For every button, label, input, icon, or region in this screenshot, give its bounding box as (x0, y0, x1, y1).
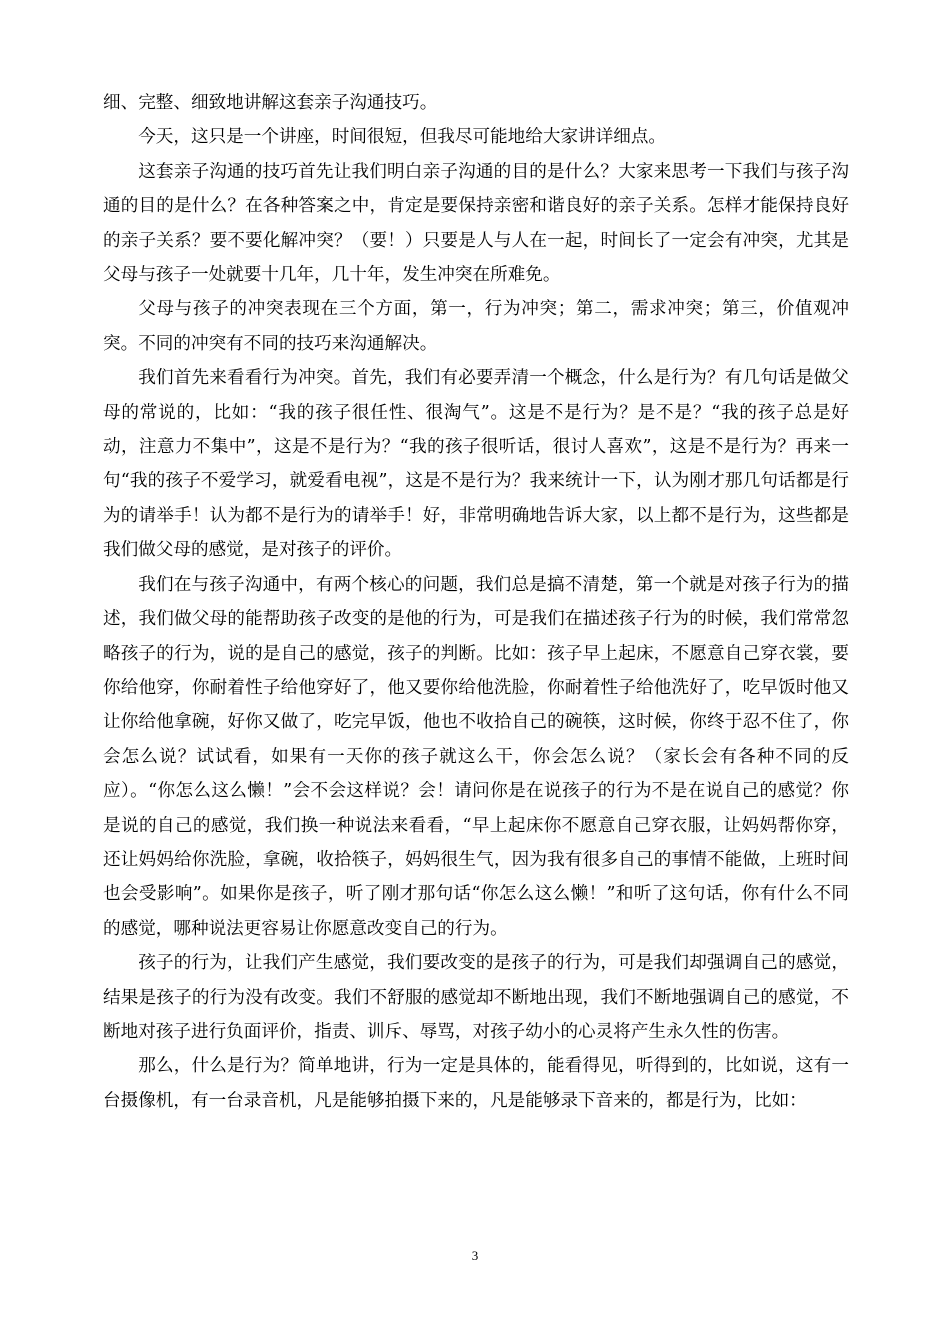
paragraph-continuation: 细、完整、细致地讲解这套亲子沟通技巧。 (103, 93, 438, 113)
paragraph-lecture-intro: 今天，这只是一个讲座，时间很短，但我尽可能地给大家讲详细点。 (138, 127, 667, 148)
page-number: 3 (471, 1248, 479, 1263)
paragraph-what-is-behavior: 那么，什么是行为？简单地讲，行为一定是具体的，能看得见，听得到的，比如说，这有一台摄像机，有一台录音机，凡是能够拍摄下来的，凡是能够录下音来的，都是行为，比如： (103, 1056, 849, 1111)
paragraph-communication-purpose: 这套亲子沟通的技巧首先让我们明白亲子沟通的目的是什么？大家来思考一下我们与孩子沟通的目的是什么？在各种答案之中，肯定是要保持亲密和谐良好的亲子关系。怎样才能保持良好的亲子关系？要不要化解冲突？（要！）只要是人与人在一起，时间长了一定会有冲突，尤其是父母与孩子一处就要十几年，几十年，发生冲突在所难免。 (103, 161, 849, 286)
paragraph-behavior-concept: 我们首先来看看行为冲突。首先，我们有必要弄清一个概念，什么是行为？有几句话是做父母的常说的，比如：“我的孩子很任性、很淘气”。这是不是行为？是不是？“我的孩子总是好动，注意力不集中”，这是不是行为？“我的孩子很听话，很讨人喜欢”，这是不是行为？再来一句“我的孩子不爱学习，就爱看电视”，这是不是行为？我来统计一下，认为刚才那几句话都是行为的请举手！认为都不是行为的请举手！好，非常明确地告诉大家，以上都不是行为，这些都是我们做父母的感觉，是对孩子的评价。 (103, 368, 849, 561)
paragraph-conflict-types: 父母与孩子的冲突表现在三个方面，第一，行为冲突；第二，需求冲突；第三，价值观冲突。不同的冲突有不同的技巧来沟通解决。 (103, 299, 849, 354)
paragraph-feelings-vs-behavior: 孩子的行为，让我们产生感觉，我们要改变的是孩子的行为，可是我们却强调自己的感觉，结果是孩子的行为没有改变。我们不舒服的感觉却不断地出现，我们不断地强调自己的感觉，不断地对孩子进行负面评价，指责、训斥、辱骂，对孩子幼小的心灵将产生永久性的伤害。 (103, 953, 849, 1042)
document-body (103, 86, 849, 1118)
paragraph-core-issues: 我们在与孩子沟通中，有两个核心的问题，我们总是搞不清楚，第一个就是对孩子行为的描述，我们做父母的能帮助孩子改变的是他的行为，可是我们在描述孩子行为的时候，我们常常忽略孩子的行为，说的是自己的感觉，孩子的判断。比如：孩子早上起床，不愿意自己穿衣裳，要你给他穿，你耐着性子给他穿好了，他又要你给他洗脸，你耐着性子给他洗好了，吃早饭时他又让你给他拿碗，好你又做了，吃完早饭，他也不收拾自己的碗筷，这时候，你终于忍不住了，你会怎么说？试试看，如果有一天你的孩子就这么干，你会怎么说？（家长会有各种不同的反应）。“你怎么这么懒！”会不会这样说？会！请问你是在说孩子的行为不是在说自己的感觉？你是说的自己的感觉，我们换一种说法来看看，“早上起床你不愿意自己穿衣服，让妈妈帮你穿，还让妈妈给你洗脸，拿碗，收拾筷子，妈妈很生气，因为我有很多自己的事情不能做，上班时间也会受影响”。如果你是孩子，听了刚才那句话“你怎么这么懒！”和听了这句话，你有什么不同的感觉，哪种说法更容易让你愿意改变自己的行为。 (103, 574, 849, 939)
